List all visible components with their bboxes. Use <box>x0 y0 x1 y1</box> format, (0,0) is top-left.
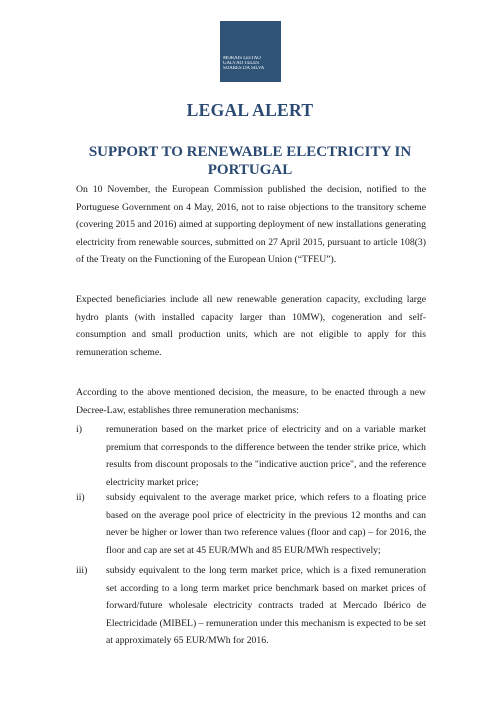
firm-logo-text <box>223 56 278 72</box>
list-item-text: subsidy equivalent to the long term market price, which is a fixed remuneration set according to a long term market price benchmark based on market prices of forward/future wholesale electricity contracts traded at Mercado Ibérico de Electricidade (MIBEL) – remuneration under this mechanism is expected to be set at approximately 65 EUR/MWh for 2016. <box>106 565 426 647</box>
logo-line: GALVÃO TELES <box>223 61 259 67</box>
logo-line: SOARES DA SILVA <box>223 66 265 72</box>
list-item-text: subsidy equivalent to the average market price, which refers to a floating price based on the average pool price of electricity in the previous 12 months and can never be higher or lower than two reference values (floor and cap) – for 2016, the floor and cap are set at 45 EUR/MWh and 85 EUR/MWh respectively; <box>106 492 426 556</box>
list-item-number: ii) <box>76 492 85 503</box>
list-item-text: remuneration based on the market price of electricity and on a variable market premium that corresponds to the difference between the tender strike price, which results from discount proposals to the "indicative auction price", and the reference electricity market price; <box>106 424 426 488</box>
page-title: LEGAL ALERT <box>186 100 314 120</box>
list-item-number: iii) <box>76 565 88 576</box>
page-subtitle: SUPPORT TO RENEWABLE ELECTRICITY IN PORTUGAL <box>88 144 412 178</box>
paragraph-beneficiaries: Expected beneficiaries include all new renewable generation capacity, excluding large hydro plants (with installed capacity larger than 10MW), cogeneration and self-consumption and small production units, which are not eligible to apply for this remuneration scheme. <box>76 294 426 358</box>
logo-line: MORAIS LEITÃO <box>223 56 261 61</box>
list-item-number: i) <box>76 424 82 435</box>
paragraph-decision: On 10 November, the European Commission published the decision, notified to the Portuguese Government on 4 May, 2016, not to raise objections to the transitory scheme (covering 2015 and 2016) aimed at supporting deployment of new installations generating electricity from renewable sources, submitted on 27 April 2015, pursuant to article 108(3) of the Treaty on the Functioning of the European Union (“TFEU”). <box>76 184 426 265</box>
firm-logo <box>220 21 281 82</box>
paragraph-mechanisms-intro: According to the above mentioned decision, the measure, to be enacted through a new Decree-Law, establishes three remuneration mechanisms: <box>76 387 426 416</box>
